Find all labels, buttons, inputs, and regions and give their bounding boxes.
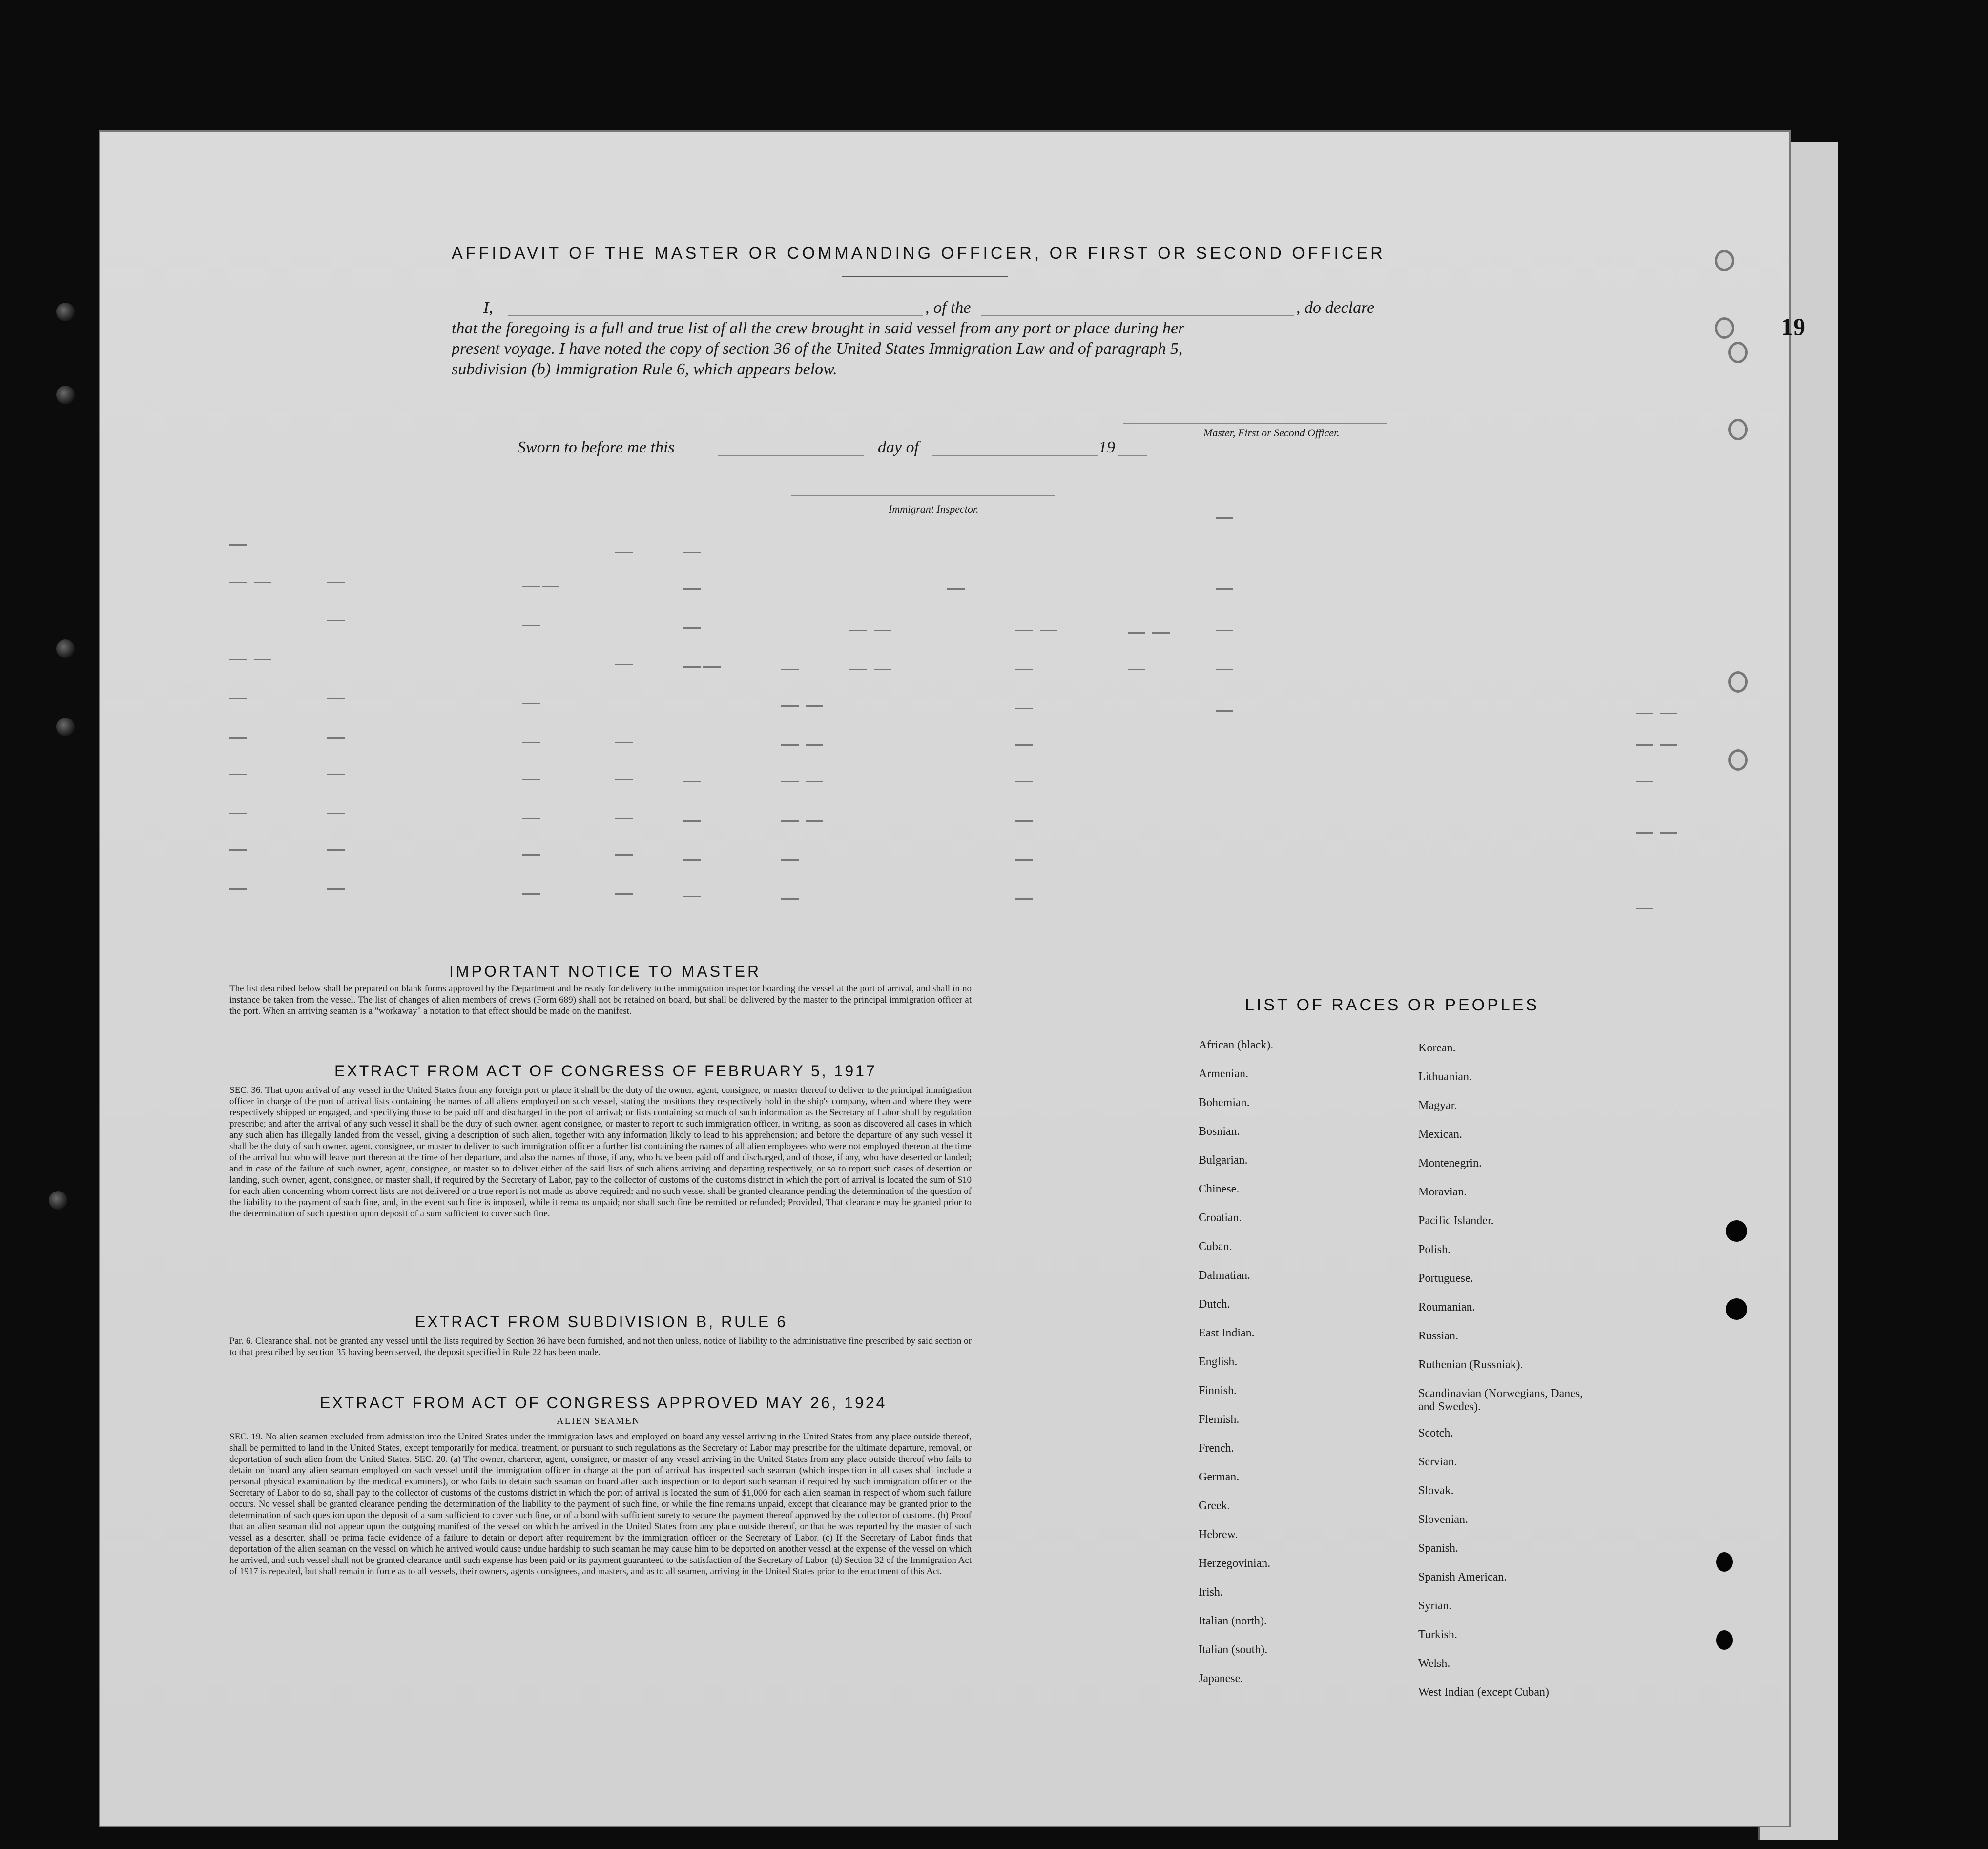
ink-dot	[1716, 1630, 1733, 1650]
inspector-line[interactable]	[791, 495, 1055, 496]
race-item: Servian.	[1418, 1456, 1457, 1468]
affidavit-line2: that the foregoing is a full and true list of all the crew brought in said vessel from any port or place during her	[452, 319, 1185, 337]
race-item: Bulgarian.	[1199, 1154, 1248, 1167]
race-item: Dalmatian.	[1199, 1269, 1250, 1282]
race-item: Montenegrin.	[1418, 1157, 1482, 1170]
affidavit-line4: subdivision (b) Immigration Rule 6, which appears below.	[452, 360, 837, 378]
binder-hole	[56, 303, 75, 321]
affidavit-line3: present voyage. I have noted the copy of section 36 of the United States Immigration Law and of paragraph 5,	[452, 340, 1183, 358]
extract-1924-text: SEC. 19. No alien seamen excluded from admission into the United States under the immigration laws and employed on board any vessel arriving in the United States from any place outside thereof, shall be permitted to land in the United States, except temporarily for medical treatment, or pursuant to such regulations as the Secretary of Labor may prescribe for the ultimate departure, removal, or deportation of such alien from the United States. SEC. 20. (a) The owner, charterer, agent, consignee, or master of any vessel arriving in the United States from any place outside thereof who fails to detain on board any alien seaman employed on such vessel until the immigration officer in charge at the port of arrival has inspected such seaman (which inspection in all cases shall include a personal physical examination by the medical examiners), or who fails to detain such seaman on board after such inspection or to deport such seaman if required by such immigration officer or the Secretary of Labor to do so, shall pay to the collector of customs of the customs district in which the port of arrival is located the sum of $1,000 for each alien seaman in respect of whom such failure occurs. No vessel shall be granted clearance pending the determination of the liability to the payment of such fine, or while the fine remains unpaid, except that clearance may be granted prior to the determination of such question upon the deposit of a sum sufficient to cover such fine, or of a bond with sufficient surety to secure the payment thereof approved by the collector of customs. (b) Proof that an alien seaman did not appear upon the outgoing manifest of the vessel on which he arrived in the United States from any place outside thereof, or that he was reported by the master of such vessel as a deserter, shall be prima facie evidence of a failure to detain or deport after requirement by the immigration officer or the Secretary of Labor. (c) If the Secretary of Labor finds that deportation of the alien seaman on the vessel on which he arrived would cause undue hardship to such seaman he may cause him to be deported on another vessel at the expense of the vessel on which he arrived, and such vessel shall not be granted clearance until such expense has been paid or its payment guaranteed to the satisfaction of the Secretary of Labor. (d) Section 32 of the Immigration Act of 1917 is repealed, but shall remain in force as to all vessels, their owners, agents consignees, and masters, and as to all seamen, arriving in the United States prior to the enactment of this Act.	[229, 1432, 972, 1577]
race-item: Slovak.	[1418, 1484, 1454, 1497]
extract-rule6-text: Par. 6. Clearance shall not be granted any vessel until the lists required by Section 36 have been furnished, and not then unless, notice of liability to the administrative fine prescribed by said section or to that prescribed by section 35 having been served, the deposit specified in Rule 22 has been made.	[229, 1336, 972, 1357]
punch-hole	[1728, 419, 1748, 440]
race-item: Syrian.	[1418, 1600, 1452, 1612]
notice-text: The list described below shall be prepared on blank forms approved by the Department and be ready for delivery to the immigration inspector boarding the vessel at the port of arrival, and shall in no instance be taken from the vessel. The list of changes of alien members of crews (Form 689) shall not be retained on board, but shall be delivered by the master to the principal immigration officer at the port. When an arriving seaman is a "workaway" a notation to that effect should be made on the manifest.	[229, 984, 972, 1016]
extract-rule6-title: EXTRACT FROM SUBDIVISION B, RULE 6	[415, 1313, 788, 1331]
race-item: Welsh.	[1418, 1657, 1450, 1670]
race-item: English.	[1199, 1356, 1238, 1368]
race-item: Hebrew.	[1199, 1528, 1238, 1541]
race-item: Italian (north).	[1199, 1615, 1267, 1627]
punch-hole	[1728, 749, 1748, 771]
name-blank[interactable]	[508, 315, 923, 316]
race-item: Lithuanian.	[1418, 1070, 1472, 1083]
race-item: Cuban.	[1199, 1240, 1232, 1253]
year-text: 19	[1098, 438, 1115, 456]
page-number: 19	[1781, 313, 1805, 340]
affidavit-i: I,	[483, 299, 493, 317]
race-item: Greek.	[1199, 1500, 1230, 1512]
punch-hole	[1715, 250, 1734, 271]
race-item: Herzegovinian.	[1199, 1557, 1271, 1570]
race-item: Ruthenian (Russniak).	[1418, 1358, 1523, 1371]
race-item: African (black).	[1199, 1039, 1274, 1051]
race-item: Finnish.	[1199, 1384, 1237, 1397]
race-item: Pacific Islander.	[1418, 1214, 1494, 1227]
binder-hole	[56, 386, 75, 404]
race-item: German.	[1199, 1471, 1240, 1483]
month-blank[interactable]	[932, 455, 1098, 456]
affidavit-declare: , do declare	[1296, 299, 1375, 317]
race-item: West Indian (except Cuban)	[1418, 1686, 1549, 1699]
punch-hole	[1715, 317, 1734, 339]
race-item: Portuguese.	[1418, 1272, 1473, 1285]
extract-1924-title: EXTRACT FROM ACT OF CONGRESS APPROVED MAY 26, 1924	[320, 1394, 887, 1412]
race-item: Croatian.	[1199, 1212, 1242, 1224]
race-item: Chinese.	[1199, 1183, 1240, 1195]
notice-title: IMPORTANT NOTICE TO MASTER	[449, 963, 762, 980]
day-of-text: day of	[878, 438, 919, 456]
extract-1917-title: EXTRACT FROM ACT OF CONGRESS OF FEBRUARY 5, 1917	[334, 1062, 877, 1080]
binder-hole	[49, 1191, 67, 1210]
race-item: Spanish.	[1418, 1542, 1459, 1555]
race-item: Irish.	[1199, 1586, 1223, 1599]
race-item: Korean.	[1418, 1042, 1456, 1054]
race-item: Turkish.	[1418, 1628, 1457, 1641]
extract-1924-subtitle: ALIEN SEAMEN	[557, 1416, 641, 1426]
race-item: Bohemian.	[1199, 1096, 1250, 1109]
race-item: Bosnian.	[1199, 1125, 1240, 1138]
punch-hole	[1728, 671, 1748, 693]
race-item: East Indian.	[1199, 1327, 1255, 1339]
binder-hole	[56, 639, 75, 658]
sworn-day-blank[interactable]	[718, 455, 864, 456]
signature-line[interactable]	[1123, 423, 1387, 424]
inspector-caption: Immigrant Inspector.	[889, 503, 979, 515]
year-blank[interactable]	[1118, 455, 1147, 456]
title-underline	[842, 276, 1008, 277]
race-item: Magyar.	[1418, 1099, 1457, 1112]
vessel-blank[interactable]	[981, 315, 1294, 316]
race-item: Spanish American.	[1418, 1571, 1507, 1583]
race-item: Mexican.	[1418, 1128, 1462, 1141]
race-item: French.	[1199, 1442, 1234, 1455]
race-item: Armenian.	[1199, 1068, 1248, 1080]
ink-dot	[1726, 1298, 1747, 1320]
binder-hole	[56, 718, 75, 736]
affidavit-of-the: , of the	[925, 299, 971, 317]
race-item: Japanese.	[1199, 1672, 1243, 1685]
race-item: Moravian.	[1418, 1186, 1467, 1198]
punch-hole	[1728, 342, 1748, 363]
ink-dot	[1726, 1220, 1747, 1242]
race-item: Scandinavian (Norwegians, Danes, and Swedes).	[1418, 1387, 1583, 1413]
extract-1917-text: SEC. 36. That upon arrival of any vessel in the United States from any foreign port or place it shall be the duty of the owner, agent, consignee, or master thereof to deliver to the principal immigration officer in charge of the port of arrival lists containing the names of all aliens employed on such vessel, stating the positions they respectively hold in the ship's company, when and where they were respectively shipped or engaged, and specifying those to be paid off and discharged in the port of arrival; or lists containing so much of such information as the Secretary of Labor shall by regulation prescribe; and after the arrival of any such vessel it shall be the duty of such owner, agent consignee, or master to report to such immigration officer, in writing, as soon as discovered all cases in which any such alien has illegally landed from the vessel, giving a description of such alien, together with any information likely to lead to his apprehension; and before the departure of any such vessel it shall be the duty of such owner, agent, consignee, or master to deliver to such immigration officer a further list containing the names of all alien employees who were not employed thereon at the time of the arrival but who will leave port thereon at the time of her departure, and also the names of those, if any, who have been paid off and discharged, and of those, if any, who have deserted or landed; and in case of the failure of such owner, agent, consignee, or master so to deliver either of the said lists of such aliens arriving and departing respectively, or so to report such cases of desertion or landing, such owner, agent, consignee, or master shall, if required by the Secretary of Labor, pay to the collector of customs of the customs district in which the port of arrival is located the sum of $10 for each alien concerning whom correct lists are not delivered or a true report is not made as above required; and no such vessel shall be granted clearance pending the determination of the question of the liability to the payment of such fine, and, in the event such fine is imposed, while it remains unpaid; nor shall such fine be remitted or refunded; Provided, That clearance may be granted prior to the determination of such question upon deposit of a sum sufficient to cover such fine.	[229, 1085, 972, 1219]
race-item: Polish.	[1418, 1243, 1451, 1256]
ink-dot	[1716, 1552, 1733, 1572]
race-item: Dutch.	[1199, 1298, 1230, 1311]
affidavit-title: AFFIDAVIT OF THE MASTER OR COMMANDING OFFICER, OR FIRST OR SECOND OFFICER	[452, 244, 1386, 263]
sworn-text: Sworn to before me this	[518, 438, 675, 456]
race-item: Roumanian.	[1418, 1301, 1475, 1314]
race-item: Slovenian.	[1418, 1513, 1468, 1526]
race-item: Italian (south).	[1199, 1644, 1268, 1656]
race-item: Scotch.	[1418, 1427, 1453, 1439]
race-item: Flemish.	[1199, 1413, 1240, 1426]
signature-caption: Master, First or Second Officer.	[1203, 427, 1340, 439]
race-item: Russian.	[1418, 1330, 1459, 1342]
races-title: LIST OF RACES OR PEOPLES	[1245, 996, 1540, 1014]
